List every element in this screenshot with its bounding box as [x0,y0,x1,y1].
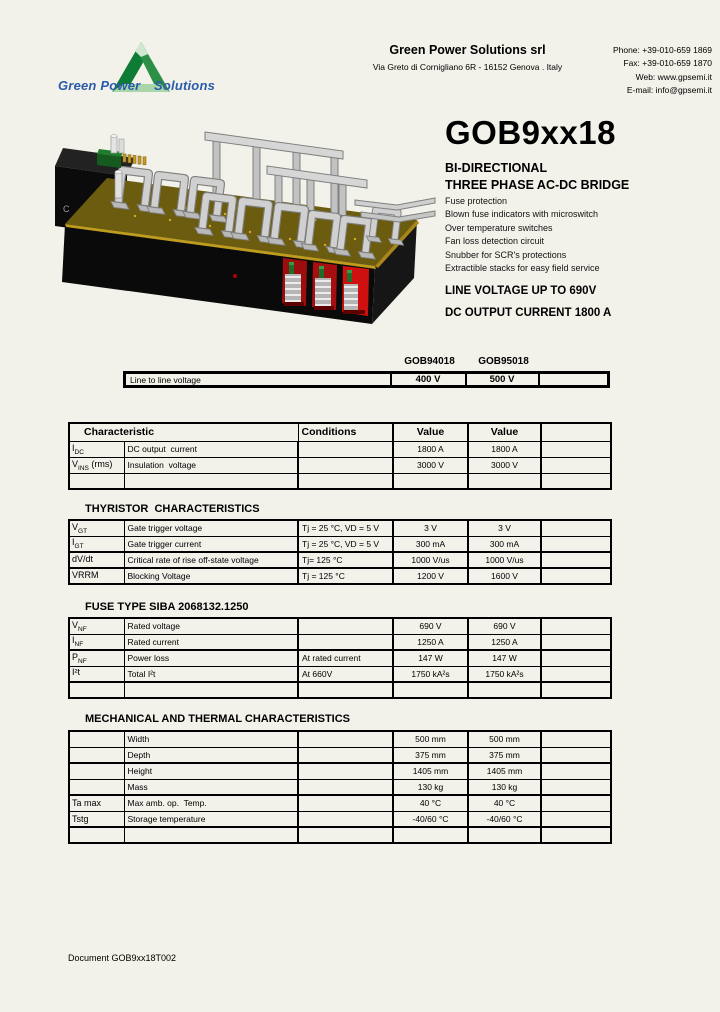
value-cell: 130 kg [393,779,468,795]
company-logo [58,38,258,114]
logo-text-left: Green Power [58,78,141,93]
value-cell: 690 V [468,618,541,634]
value-cell: 400 V [391,373,466,387]
table-row [125,373,609,387]
value-cell: 500 mm [393,731,468,747]
table-row [69,520,611,536]
symbol-cell: Tstg [69,811,124,827]
phone-value: +39-010-659 1869 [642,45,712,55]
subtitle-line-2: THREE PHASE AC-DC BRIDGE [445,178,630,192]
blank-cell [541,682,611,698]
symbol-cell [69,763,124,779]
line-voltage-table [123,371,610,388]
email-label: E-mail: [626,85,654,96]
header-value-1: Value [393,423,468,441]
svg-text:C: C [63,204,70,214]
value-cell: 500 V [466,373,539,387]
value-cell: 1405 mm [468,763,541,779]
blank-cell [541,520,611,536]
value-cell: 1250 A [468,634,541,650]
row-label-cell: Line to line voltage [125,373,391,387]
conditions-cell [298,811,393,827]
contact-web [540,71,712,84]
value-cell [393,682,468,698]
description-cell: Rated current [124,634,298,650]
conditions-cell [298,441,393,457]
phone-label: Phone: [612,45,640,55]
characteristics-table [68,422,612,490]
header-characteristic: Characteristic [69,423,298,441]
table-row [69,795,611,811]
symbol-cell: VRRM [69,568,124,584]
email-value: info@gpsemi.it [655,85,712,96]
feature-item: Over temperature switches [445,222,553,233]
value-cell: 375 mm [393,747,468,763]
contact-block [540,44,712,98]
symbol-cell: $V_{INS}$ (rms) [69,457,124,473]
description-cell: Mass [124,779,298,795]
blank-cell [541,650,611,666]
contact-phone [540,44,712,57]
conditions-cell [298,731,393,747]
value-cell [468,473,541,489]
blank-cell [541,731,611,747]
symbol-cell [69,473,124,489]
company-name: Green Power Solutions srl [389,43,546,57]
value-cell [393,827,468,843]
logo-text-right: Solutions [154,78,216,93]
feature-item: Blown fuse indicators with microswitch [445,209,599,220]
description-cell: Height [124,763,298,779]
symbol-cell [69,827,124,843]
table-row [69,618,611,634]
description-cell: Blocking Voltage [124,568,298,584]
table-row [69,747,611,763]
feature-item: Snubber for SCR's protections [445,249,567,260]
blank-cell [541,457,611,473]
value-cell: 3 V [393,520,468,536]
blank-cell [541,473,611,489]
symbol-cell: $V_{NF}$ [69,618,124,634]
conditions-cell: At rated current [298,650,393,666]
description-cell: Total I²t [124,666,298,682]
feature-item: Fuse protection [445,196,508,206]
table-row [69,536,611,552]
conditions-cell [298,473,393,489]
conditions-cell [298,618,393,634]
conditions-cell: At 660V [298,666,393,682]
conditions-cell [298,747,393,763]
conditions-cell [298,634,393,650]
conditions-cell [298,827,393,843]
description-cell: Width [124,731,298,747]
blank-cell [539,373,609,387]
blank-cell [541,536,611,552]
table-row [69,552,611,568]
document-number: Document GOB9xx18T002 [68,953,177,963]
section-title-fuse: FUSE TYPE SIBA 2068132.1250 [85,601,249,613]
symbol-cell: $I_{GT}$ [69,536,124,552]
header-conditions: Conditions [298,423,393,441]
value-cell: 3000 V [393,457,468,473]
description-cell: Storage temperature [124,811,298,827]
value-cell: 1750 kA²s [393,666,468,682]
web-value: www.gpsemi.it [657,71,712,82]
web-label: Web: [635,71,656,82]
value-cell: 3000 V [468,457,541,473]
description-cell: Depth [124,747,298,763]
table-header-row [69,423,611,441]
value-cell: 375 mm [468,747,541,763]
mechanical-table [68,730,612,844]
value-cell: 1000 V/us [393,552,468,568]
header-value-2: Value [468,423,541,441]
symbol-cell: dV/dt [69,552,124,568]
description-cell: DC output current [124,441,298,457]
symbol-cell [69,747,124,763]
value-cell [468,827,541,843]
symbol-cell [69,682,124,698]
fuse-table [68,617,612,699]
symbol-cell: $P_{NF}$ [69,650,124,666]
table-row [69,457,611,473]
table-row [69,779,611,795]
blank-cell [541,568,611,584]
value-cell: 1800 A [393,441,468,457]
conditions-cell: Tj = 125 °C [298,568,393,584]
value-cell: 500 mm [468,731,541,747]
table-row [69,650,611,666]
table-row [69,811,611,827]
company-address: Via Greto di Cornigliano 6R - 16152 Genova . Italy [372,62,563,72]
symbol-cell [69,731,124,747]
model-header-1: GOB94018 [404,356,455,367]
model-header-2: GOB95018 [478,356,529,367]
symbol-cell: Ta max [69,795,124,811]
feature-item: Extractible stacks for easy field service [445,263,600,274]
thyristor-table [68,519,612,585]
section-title-thyristor: THYRISTOR CHARACTERISTICS [85,503,260,515]
value-cell: 130 kg [468,779,541,795]
description-cell: Gate trigger voltage [124,520,298,536]
table-row [69,731,611,747]
value-cell: 1405 mm [393,763,468,779]
description-cell [124,827,298,843]
description-cell: Max amb. op. Temp. [124,795,298,811]
fax-value: +39-010-659 1870 [642,58,712,69]
value-cell: 1000 V/us [468,552,541,568]
blank-cell [541,634,611,650]
blank-cell [541,779,611,795]
value-cell: 1250 A [393,634,468,650]
symbol-cell: $I_{DC}$ [69,441,124,457]
conditions-cell [298,457,393,473]
symbol-cell: $I_{NF}$ [69,634,124,650]
conditions-cell [298,763,393,779]
section-title-mechanical: MECHANICAL AND THERMAL CHARACTERISTICS [85,713,351,725]
value-cell: 1750 kA²s [468,666,541,682]
symbol-cell: $V_{GT}$ [69,520,124,536]
value-cell: 1800 A [468,441,541,457]
blank-cell [541,423,611,441]
value-cell: 690 V [393,618,468,634]
symbol-cell: I²t [69,666,124,682]
table-row [69,682,611,698]
value-cell: 147 W [393,650,468,666]
blank-cell [541,827,611,843]
dc-output-current: DC OUTPUT CURRENT 1800 A [445,307,612,319]
value-cell: -40/60 °C [393,811,468,827]
description-cell: Rated voltage [124,618,298,634]
table-row [69,568,611,584]
conditions-cell: Tj = 25 °C, VD = 5 V [298,536,393,552]
product-title: GOB9xx18 [445,114,616,151]
value-cell: 40 °C [393,795,468,811]
value-cell: 300 mA [393,536,468,552]
description-cell: Gate trigger current [124,536,298,552]
table-row [69,441,611,457]
description-cell [124,473,298,489]
value-cell: -40/60 °C [468,811,541,827]
feature-item: Fan loss detection circuit [445,236,545,247]
table-row [69,634,611,650]
value-cell: 3 V [468,520,541,536]
blank-cell [541,747,611,763]
symbol-cell [69,779,124,795]
table-row [69,763,611,779]
fax-label: Fax: [623,58,640,69]
table-row [69,473,611,489]
blank-cell [541,552,611,568]
description-cell: Power loss [124,650,298,666]
product-image [55,108,440,333]
conditions-cell [298,682,393,698]
product-subtitle [445,160,629,194]
blank-cell [541,666,611,682]
value-cell [393,473,468,489]
blank-cell [541,795,611,811]
value-cell: 147 W [468,650,541,666]
conditions-cell: Tj = 25 °C, VD = 5 V [298,520,393,536]
description-cell: Insulation voltage [124,457,298,473]
conditions-cell [298,795,393,811]
table-row [69,666,611,682]
line-voltage: LINE VOLTAGE UP TO 690V [445,285,597,297]
conditions-cell: Tj= 125 °C [298,552,393,568]
blank-cell [541,441,611,457]
value-cell: 1600 V [468,568,541,584]
description-cell [124,682,298,698]
table-row [69,827,611,843]
contact-email [540,84,712,97]
feature-list [445,195,600,275]
blank-cell [541,811,611,827]
value-cell [468,682,541,698]
value-cell: 300 mA [468,536,541,552]
conditions-cell [298,779,393,795]
blank-cell [541,763,611,779]
value-cell: 40 °C [468,795,541,811]
value-cell: 1200 V [393,568,468,584]
contact-fax [540,57,712,70]
subtitle-line-1: BI-DIRECTIONAL [445,161,548,175]
description-cell: Critical rate of rise off-state voltage [124,552,298,568]
blank-cell [541,618,611,634]
